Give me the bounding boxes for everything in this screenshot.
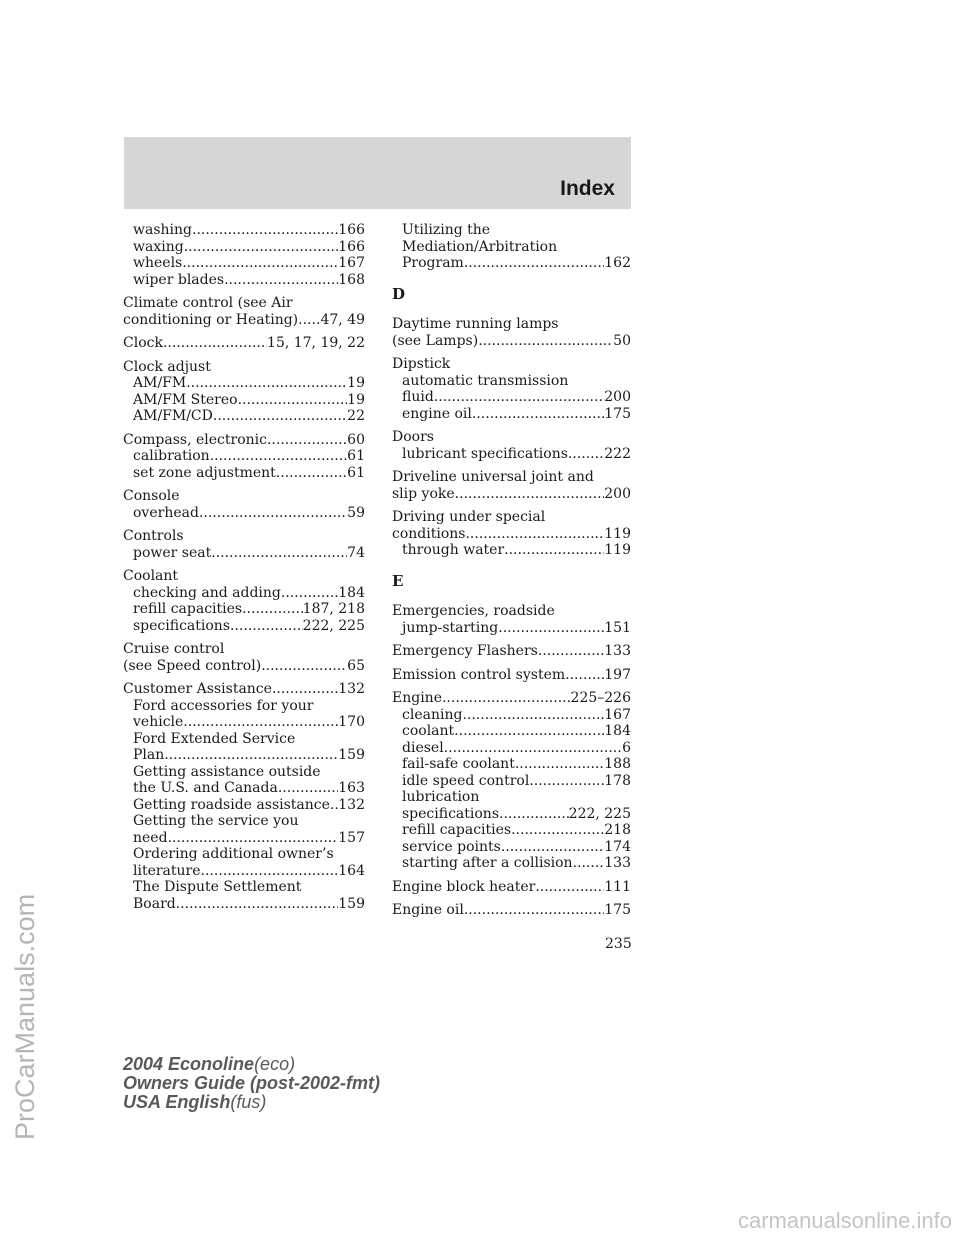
- index-entry-text: Engine block heater: [392, 878, 536, 895]
- dot-leader: [535, 879, 604, 896]
- index-entry: [392, 356, 631, 373]
- index-entry-text: jump-starting: [402, 619, 499, 636]
- index-entry-text: engine oil: [402, 405, 472, 422]
- index-page-ref: 163: [338, 780, 365, 796]
- index-subentry: [123, 698, 365, 731]
- index-page-ref: 133: [604, 855, 631, 871]
- index-entry-text: Plan: [133, 747, 165, 763]
- index-entry: [392, 429, 631, 446]
- index-page-ref: 218: [604, 822, 631, 838]
- dot-leader: [499, 806, 569, 823]
- index-entry-text: need: [133, 829, 168, 846]
- index-entry-line: Getting assistance outside: [133, 763, 321, 780]
- index-entry-line: Daytime running lamps: [392, 316, 559, 332]
- dot-leader: [462, 707, 604, 724]
- index-entry-text: coolant: [402, 723, 455, 739]
- index-entry-line: automatic transmission: [402, 372, 569, 389]
- dot-leader: [464, 902, 604, 919]
- dot-leader: [186, 375, 347, 392]
- dot-leader: [504, 542, 604, 559]
- index-page-ref: 187, 218: [302, 601, 365, 617]
- index-entry: [123, 528, 365, 545]
- index-page-ref: 132: [338, 796, 365, 813]
- dot-leader: [434, 389, 604, 406]
- dot-leader: [298, 312, 320, 329]
- index-entry-text: overhead: [133, 504, 199, 521]
- index-entry-text: AM/FM: [133, 375, 187, 391]
- index-page-ref: 162: [604, 255, 631, 271]
- index-entry-text: cleaning: [402, 706, 463, 723]
- index-subentry: [392, 373, 631, 406]
- dot-leader: [498, 620, 604, 637]
- index-entry: [123, 641, 365, 674]
- index-subentry: [123, 731, 365, 764]
- index-entry-text: Compass, electronic: [123, 431, 267, 448]
- index-page-ref: 111: [604, 878, 631, 895]
- index-page-ref: 19: [347, 375, 365, 391]
- index-entry-text: calibration: [133, 448, 210, 464]
- index-page-ref: 175: [604, 902, 631, 918]
- index-column-right: [392, 222, 631, 919]
- dot-leader: [276, 465, 347, 482]
- index-page-ref: 6: [622, 739, 631, 756]
- dot-leader: [163, 335, 267, 352]
- dot-leader: [213, 408, 347, 425]
- index-page-ref: 15, 17, 19, 22: [267, 335, 365, 351]
- index-page-ref: 50: [613, 332, 631, 349]
- index-page-ref: 119: [604, 542, 631, 558]
- index-subentry: [123, 272, 365, 289]
- dot-leader: [454, 723, 604, 740]
- index-subentry: [392, 222, 631, 272]
- index-subentry: [123, 392, 365, 409]
- index-subentry: [392, 723, 631, 740]
- index-entry-line: Driveline universal joint and: [392, 469, 594, 485]
- index-page-ref: 170: [338, 714, 365, 730]
- index-entry-heading: Coolant: [123, 568, 179, 584]
- index-entry-text: lubricant specifications: [402, 445, 568, 462]
- index-subentry: [392, 542, 631, 559]
- index-subentry: [392, 822, 631, 839]
- index-letter-heading: D: [392, 284, 406, 303]
- index-page-ref: 175: [604, 405, 631, 422]
- index-page-ref: 225–226: [570, 690, 631, 706]
- index-page-ref: 197: [604, 666, 631, 683]
- index-entry-text: service points: [402, 838, 501, 855]
- index-entry: [392, 690, 631, 707]
- dot-leader: [478, 333, 613, 350]
- index-subentry: [392, 855, 631, 872]
- index-entry-heading: Doors: [392, 429, 434, 445]
- footer-guide: Owners Guide (post-2002-fmt): [123, 1073, 381, 1093]
- index-entry-text: (see Lamps): [392, 332, 479, 349]
- dot-leader: [211, 545, 347, 562]
- index-entry-text: fluid: [402, 389, 434, 405]
- index-entry: [392, 667, 631, 684]
- index-subentry: [392, 707, 631, 724]
- index-entry-text: Customer Assistance: [123, 681, 272, 697]
- index-entry: [392, 603, 631, 620]
- index-page-ref: 74: [347, 544, 365, 561]
- index-page-ref: 167: [604, 706, 631, 723]
- index-entry-text: Board: [133, 895, 176, 912]
- index-entry-line: Driving under special: [392, 509, 546, 525]
- dot-leader: [573, 855, 605, 872]
- index-subentry: [392, 789, 631, 822]
- page-number: 235: [605, 936, 632, 952]
- index-subentry: [392, 756, 631, 773]
- index-subentry: [392, 740, 631, 757]
- dot-leader: [511, 822, 604, 839]
- index-page-ref: 19: [347, 391, 365, 408]
- dot-leader: [238, 392, 348, 409]
- index-subentry: [123, 448, 365, 465]
- index-entry-text: Emission control system: [392, 666, 566, 683]
- dot-leader: [210, 448, 347, 465]
- index-entry: [123, 681, 365, 698]
- dot-leader: [565, 667, 604, 684]
- dot-leader: [224, 272, 338, 289]
- index-subentry: [392, 446, 631, 463]
- index-page-ref: 168: [338, 271, 365, 288]
- dot-leader: [444, 740, 622, 757]
- dot-leader: [538, 643, 604, 660]
- footer-language: USA English: [123, 1092, 231, 1112]
- index-entry-text: AM/FM Stereo: [133, 391, 238, 408]
- index-page-ref: 222: [604, 445, 631, 462]
- dot-leader: [272, 681, 338, 698]
- index-entry-text: Engine oil: [392, 902, 464, 918]
- dot-leader: [465, 526, 604, 543]
- index-subentry: [123, 255, 365, 272]
- index-entry: [123, 335, 365, 352]
- index-page-ref: 59: [347, 504, 365, 521]
- dot-leader: [261, 658, 347, 675]
- index-entry-line: Ordering additional owner’s: [133, 846, 334, 862]
- index-entry: [392, 316, 631, 349]
- index-entry-text: the U.S. and Canada: [133, 780, 278, 796]
- index-entry-text: Program: [402, 255, 464, 271]
- index-entry-line: Climate control (see Air: [123, 295, 293, 311]
- index-page-ref: 119: [604, 525, 631, 542]
- index-entry: [392, 643, 631, 660]
- index-entry-text: conditions: [392, 525, 466, 542]
- index-subentry: [392, 839, 631, 856]
- index-entry-text: specifications: [133, 617, 231, 634]
- dot-leader: [230, 618, 303, 635]
- index-subentry: [123, 585, 365, 602]
- index-entry-heading: Controls: [123, 528, 184, 544]
- index-entry: [392, 469, 631, 502]
- index-subentry: [123, 813, 365, 846]
- index-page-ref: 65: [347, 657, 365, 674]
- index-subentry: [123, 545, 365, 562]
- index-entry-text: Emergency Flashers: [392, 643, 538, 659]
- index-entry-text: slip yoke: [392, 485, 455, 502]
- section-header-band: [124, 137, 631, 209]
- dot-leader: [464, 255, 604, 272]
- index-entry-text: (see Speed control): [123, 657, 262, 674]
- index-entry-line: Ford accessories for your: [133, 697, 314, 714]
- index-entry-text: fail-safe coolant: [402, 756, 515, 772]
- index-page-ref: 184: [604, 723, 631, 739]
- index-page-ref: 60: [347, 431, 365, 448]
- index-entry-heading: Emergencies, roadside: [392, 603, 555, 619]
- index-entry: [392, 879, 631, 896]
- index-subentry: [123, 879, 365, 912]
- index-entry-line: Mediation/Arbitration: [402, 238, 558, 255]
- index-page-ref: 222, 225: [302, 617, 365, 634]
- index-page-ref: 184: [338, 584, 365, 601]
- index-page-ref: 174: [604, 838, 631, 855]
- dot-leader: [192, 222, 338, 239]
- index-entry-text: through water: [402, 542, 505, 558]
- index-page-ref: 188: [604, 756, 631, 772]
- index-entry: [392, 509, 631, 542]
- index-entry: [123, 295, 365, 328]
- index-entry-line: Getting the service you: [133, 813, 299, 829]
- index-subentry: [123, 222, 365, 239]
- dot-leader: [199, 505, 347, 522]
- index-entry-text: Getting roadside assistance: [133, 796, 330, 813]
- dot-leader: [164, 747, 338, 764]
- index-subentry: [123, 465, 365, 482]
- footer-language-code: (fus): [230, 1092, 267, 1112]
- dot-leader: [267, 432, 347, 449]
- index-page-ref: 61: [347, 464, 365, 481]
- index-page-ref: 200: [604, 485, 631, 502]
- index-entry-text: literature: [133, 862, 201, 879]
- index-entry-text: washing: [133, 222, 192, 238]
- index-page-ref: 47, 49: [320, 311, 365, 328]
- index-entry-line: Ford Extended Service: [133, 730, 296, 747]
- index-page-ref: 166: [338, 222, 365, 238]
- index-entry-text: wiper blades: [133, 271, 225, 288]
- index-entry-line: The Dispute Settlement: [133, 879, 302, 895]
- dot-leader: [278, 780, 338, 797]
- index-subentry: [392, 620, 631, 637]
- index-entry-text: diesel: [402, 739, 444, 756]
- dot-leader: [281, 585, 338, 602]
- dot-leader: [330, 797, 338, 814]
- dot-leader: [501, 839, 604, 856]
- index-entry-text: wheels: [133, 255, 183, 271]
- index-entry-text: Engine: [392, 690, 442, 706]
- index-entry-text: set zone adjustment: [133, 464, 276, 481]
- index-subentry: [123, 505, 365, 522]
- dot-leader: [201, 863, 339, 880]
- index-entry-text: checking and adding: [133, 584, 281, 601]
- section-title: Index: [560, 177, 615, 200]
- footer-model: 2004 Econoline: [123, 1054, 255, 1074]
- index-entry: [123, 488, 365, 505]
- index-subentry: [123, 375, 365, 392]
- dot-leader: [182, 255, 338, 272]
- dot-leader: [183, 714, 338, 731]
- dot-leader: [242, 601, 303, 618]
- index-entry-text: Clock: [123, 335, 163, 351]
- dot-leader: [472, 406, 604, 423]
- index-entry-line: Cruise control: [123, 641, 225, 657]
- index-subentry: [392, 773, 631, 790]
- index-page-ref: 167: [338, 255, 365, 271]
- index-entry-heading: Console: [123, 488, 180, 504]
- index-entry: [123, 432, 365, 449]
- index-page-ref: 132: [338, 681, 365, 697]
- index-entry-text: vehicle: [133, 714, 184, 730]
- index-entry-line: lubrication: [402, 789, 480, 805]
- index-column-left: [123, 222, 365, 912]
- index-entry-line: Utilizing the: [402, 222, 491, 238]
- index-entry-text: starting after a collision: [402, 855, 573, 871]
- index-entry-text: refill capacities: [133, 601, 243, 617]
- index-page-ref: 159: [338, 747, 365, 763]
- dot-leader: [442, 690, 571, 707]
- index-subentry: [123, 846, 365, 879]
- index-page-ref: 61: [347, 448, 365, 464]
- dot-leader: [568, 446, 604, 463]
- dot-leader: [168, 830, 339, 847]
- index-entry: [392, 902, 631, 919]
- bottom-watermark: carmanualsonline.info: [737, 1208, 952, 1233]
- index-subentry: [123, 408, 365, 425]
- side-watermark: ProCarManuals.com: [10, 893, 40, 1140]
- dot-leader: [455, 486, 605, 503]
- dot-leader: [184, 239, 339, 256]
- index-page-ref: 178: [604, 772, 631, 789]
- index-page-ref: 151: [604, 619, 631, 636]
- index-entry-text: waxing: [133, 238, 184, 255]
- index-page-ref: 200: [604, 389, 631, 405]
- document-footer: [123, 1055, 380, 1112]
- index-page-ref: 22: [347, 408, 365, 424]
- index-entry-heading: Clock adjust: [123, 358, 211, 375]
- index-page-ref: 133: [604, 643, 631, 659]
- index-page-ref: 157: [338, 829, 365, 846]
- index-entry-heading: Dipstick: [392, 356, 451, 372]
- index-page-ref: 159: [338, 895, 365, 912]
- index-subentry: [123, 239, 365, 256]
- index-page-ref: 222, 225: [568, 805, 631, 822]
- index-entry-text: refill capacities: [402, 822, 512, 838]
- index-entry: [123, 359, 365, 376]
- dot-leader: [529, 773, 604, 790]
- dot-leader: [515, 756, 604, 773]
- index-letter-heading: E: [392, 571, 404, 590]
- footer-model-code: (eco): [254, 1054, 296, 1074]
- index-subentry: [392, 406, 631, 423]
- index-page-ref: 164: [338, 862, 365, 879]
- index-entry-text: power seat: [133, 544, 212, 561]
- index-subentry: [123, 764, 365, 797]
- index-entry-text: AM/FM/CD: [133, 408, 213, 424]
- index-subentry: [123, 797, 365, 814]
- index-entry: [123, 568, 365, 585]
- index-subentry: [123, 601, 365, 618]
- index-subentry: [123, 618, 365, 635]
- dot-leader: [176, 896, 339, 913]
- index-page-ref: 166: [338, 238, 365, 255]
- index-entry-text: idle speed control: [402, 772, 530, 789]
- index-entry-text: specifications: [402, 805, 500, 822]
- index-entry-text: conditioning or Heating): [123, 311, 299, 328]
